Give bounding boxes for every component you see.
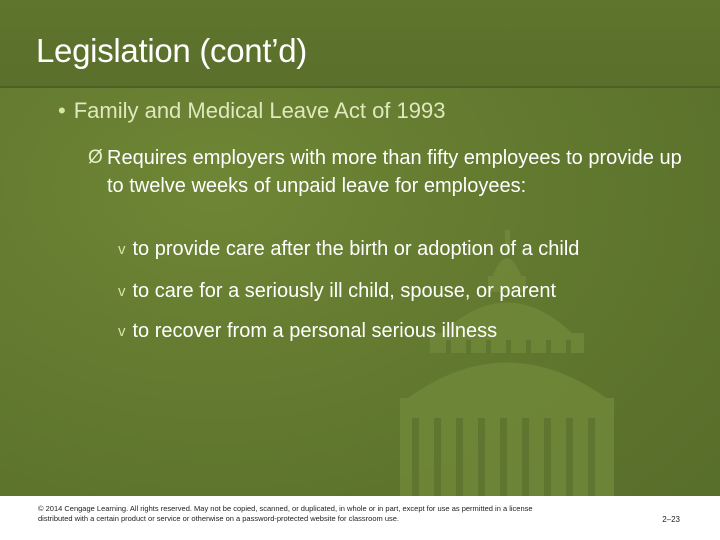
sub-bullet [118,238,579,261]
sub-bullet-text: to recover from a personal serious illness [132,320,498,342]
sub-bullet [118,320,497,343]
diamond-bullet-icon: v [118,241,126,258]
slide-title: Legislation (cont’d) [36,32,307,69]
sub-bullet [118,280,556,303]
diamond-bullet-icon: v [118,323,126,340]
arrow-bullet-icon: Ø [88,147,103,168]
bullet-text: Requires employers with more than fifty employees to provide up to twelve weeks of unpaid leave for employees: [107,147,682,197]
diamond-bullet-icon: v [118,283,126,300]
footer [0,496,720,540]
bullet-marker: • [58,98,66,123]
bullet-text: Family and Medical Leave Act of 1993 [73,98,446,123]
copyright-notice: © 2014 Cengage Learning. All rights reserved. May not be copied, scanned, or duplicated, in whole or in part, except for use as permitted in a license distributed with a certain product or service or otherwise on a password-protected website for classroom use. [38,504,533,523]
sub-bullet-text: to care for a seriously ill child, spouse, or parent [132,280,557,302]
page-number: 2–23 [662,515,680,524]
bullet-level-1 [58,98,445,124]
sub-bullet-text: to provide care after the birth or adoption of a child [132,238,580,260]
bullet-level-2 [88,144,688,200]
